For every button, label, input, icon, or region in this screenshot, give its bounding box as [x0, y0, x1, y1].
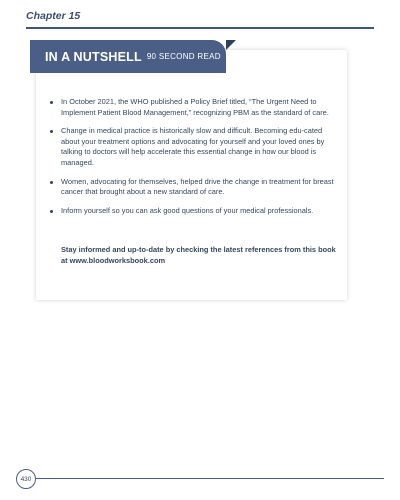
bullet-item — [47, 126, 339, 168]
nutshell-tab-banner — [30, 40, 226, 73]
bullet-dot-icon — [50, 210, 53, 213]
footer-divider — [36, 478, 384, 479]
bullet-dot-icon — [50, 101, 53, 104]
bullet-text: In October 2021, the WHO published a Policy Brief titled, “The Urgent Need to Implement Patient Blood Management,” recognizing PBM as the standard of care. — [61, 97, 329, 117]
nutshell-tab — [30, 40, 230, 80]
header-divider — [26, 27, 374, 29]
bullet-dot-icon — [50, 130, 53, 133]
tab-fold — [226, 40, 236, 50]
chapter-header: Chapter 15 — [26, 10, 81, 22]
bullet-text: Women, advocating for themselves, helped drive the change in treatment for breast cancer that brought about a new standard of care. — [61, 176, 334, 197]
bullet-item — [47, 177, 339, 198]
bullet-text: Change in medical practice is historically slow and difficult. Becoming edu-cated about your treatment options and advocating for yourself and your loved ones by talking to doctors will help accelerate this essential change in how our blood is managed. — [61, 126, 325, 167]
nutshell-bullet-list — [47, 97, 339, 224]
closing-note: Stay informed and up-to-date by checking the latest references from this book at www.bloodworksbook.com — [61, 245, 336, 265]
bullet-dot-icon — [50, 181, 53, 184]
nutshell-title: IN A NUTSHELL — [45, 49, 142, 64]
bullet-item — [47, 206, 339, 217]
page-number: 430 — [16, 469, 36, 489]
bullet-item — [47, 97, 339, 118]
nutshell-subtitle: 90 SECOND READ — [146, 52, 221, 61]
bullet-text: Inform yourself so you can ask good questions of your medical professionals. — [61, 205, 314, 215]
